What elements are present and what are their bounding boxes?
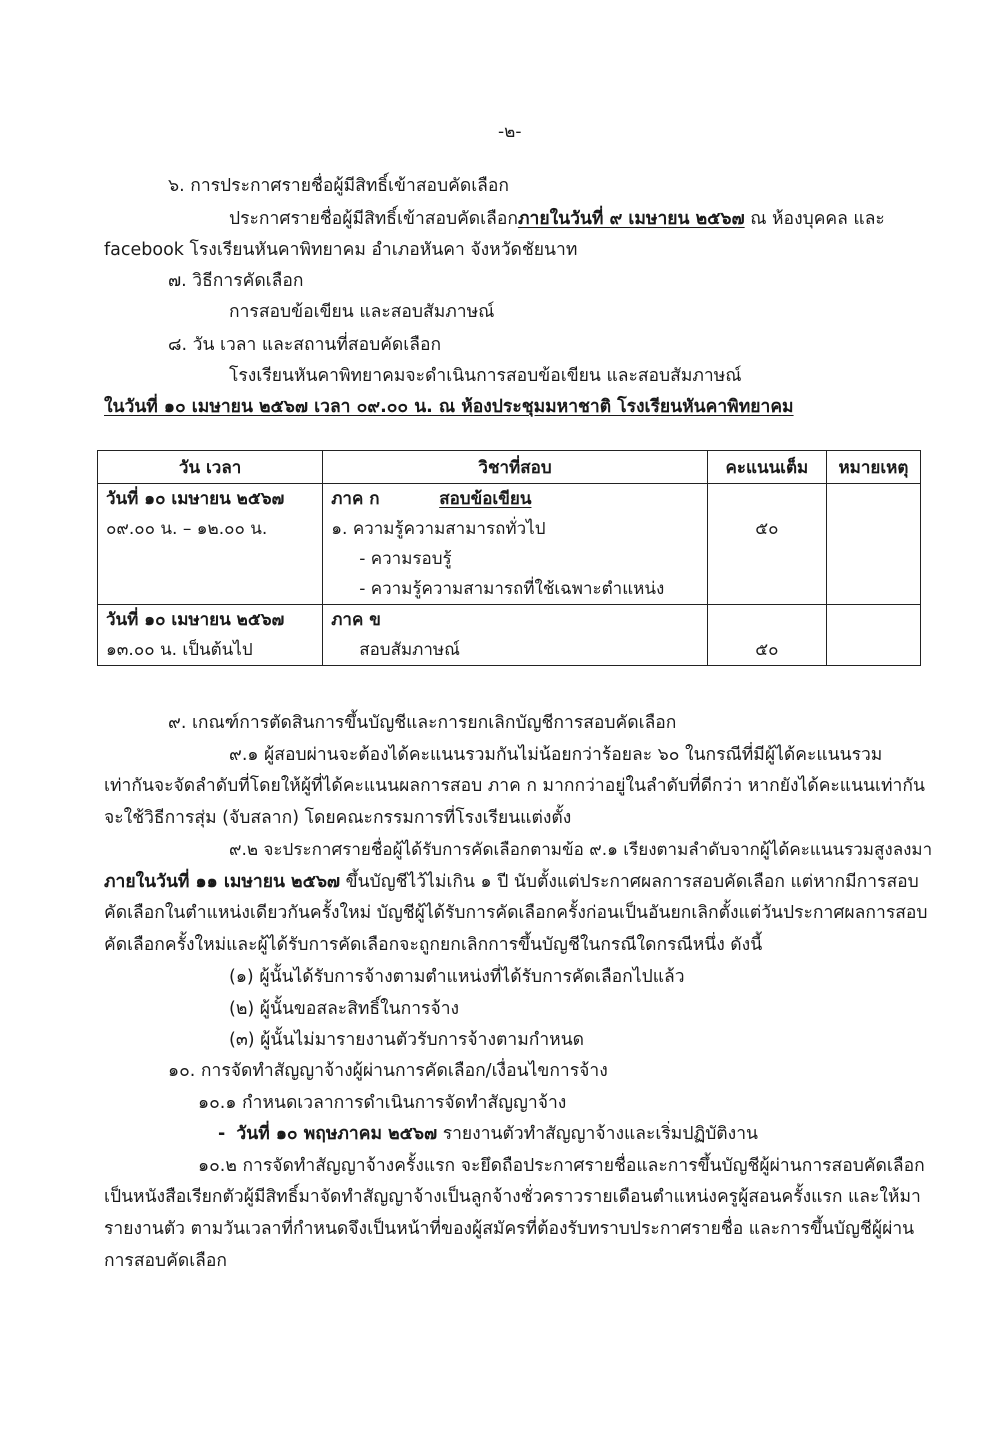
row1-datetime-cell [98, 484, 323, 605]
row1-date: วันที่ ๑๐ เมษายน ๒๕๖๗ [106, 489, 285, 509]
row2-date: วันที่ ๑๐ เมษายน ๒๕๖๗ [106, 610, 285, 630]
row2-remark-cell [826, 605, 920, 666]
section-6-text: ประกาศรายชื่อผู้มีสิทธิ์เข้าสอบคัดเลือก [229, 209, 518, 229]
list-item: (๒) ผู้นั้นขอสละสิทธิ์ในการจ้าง [229, 999, 460, 1019]
row2-score: ๕๐ [755, 640, 779, 660]
section-8-heading: ๘. วัน เวลา และสถานที่สอบคัดเลือก [168, 335, 442, 355]
row1-item: ๑. ความรู้ความสามารถทั่วไป [331, 519, 546, 539]
row2-time: ๑๓.๐๐ น. เป็นต้นไป [106, 640, 253, 660]
section-6-heading: ๖. การประกาศรายชื่อผู้มีสิทธิ์เข้าสอบคัดเลือก [168, 176, 510, 196]
section-9-heading: ๙. เกณฑ์การตัดสินการขึ้นบัญชีและการยกเลิกบัญชีการสอบคัดเลือก [168, 713, 677, 733]
section-9-1-line-3: จะใช้วิธีการสุ่ม (จับสลาก) โดยคณะกรรมการที่โรงเรียนแต่งตั้ง [104, 808, 572, 828]
section-10-2-line-3: รายงานตัว ตามวันเวลาที่กำหนดจึงเป็นหน้าที่ของผู้สมัครที่ต้องรับทราบประกาศรายชื่อ และการขึ้นบัญชีผู้ผ่าน [104, 1219, 915, 1239]
row1-score-cell [707, 484, 826, 605]
section-9-1-line-1: ๙.๑ ผู้สอบผ่านจะต้องได้คะแนนรวมกันไม่น้อยกว่าร้อยละ ๖๐ ในกรณีที่มีผู้ได้คะแนนรวม [229, 745, 883, 765]
row1-part-title: สอบข้อเขียน [439, 489, 532, 509]
row1-time: ๐๙.๐๐ น. – ๑๒.๐๐ น. [106, 519, 268, 539]
section-9-2-line-2 [104, 870, 919, 894]
row1-subject-cell [323, 484, 708, 605]
contract-date: วันที่ ๑๐ พฤษภาคม ๒๕๖๗ [236, 1124, 438, 1144]
dash: - [218, 1124, 226, 1144]
section-9-2-line-4: คัดเลือกครั้งใหม่และผู้ได้รับการคัดเลือกจะถูกยกเลิกการขึ้นบัญชีในกรณีใดกรณีหนึ่ง ดังนี้ [104, 935, 763, 955]
announce-date: ภายในวันที่ ๙ เมษายน ๒๕๖๗ [517, 209, 745, 229]
contract-date-text: รายงานตัวทำสัญญาจ้างและเริ่มปฏิบัติงาน [437, 1124, 758, 1144]
row1-remark-cell [826, 484, 920, 605]
row1-sub-2: - ความรู้ความสามารถที่ใช้เฉพาะตำแหน่ง [359, 579, 665, 599]
row1-sub-1: - ความรอบรู้ [359, 549, 452, 569]
section-8-body: โรงเรียนหันคาพิทยาคมจะดำเนินการสอบข้อเขียน และสอบสัมภาษณ์ [229, 366, 742, 386]
row2-datetime-cell [98, 605, 323, 666]
header-datetime: วัน เวลา [98, 451, 323, 484]
list-item: (๑) ผู้นั้นได้รับการจ้างตามตำแหน่งที่ได้รับการคัดเลือกไปแล้ว [229, 967, 685, 987]
header-full-score: คะแนนเต็ม [707, 451, 826, 484]
table-header-row [98, 451, 921, 484]
exam-date-location: ในวันที่ ๑๐ เมษายน ๒๕๖๗ เวลา ๐๙.๐๐ น. ณ ห้องประชุมมหาชาติ โรงเรียนหันคาพิทยาคม [104, 397, 794, 417]
section-9-1-line-2: เท่ากันจะจัดลำดับที่โดยให้ผู้ที่ได้คะแนนผลการสอบ ภาค ก มากกว่าอยู่ในลำดับที่ดีกว่า หากยังได้คะแนนเท่ากัน [104, 776, 925, 796]
section-6-line-2: facebook โรงเรียนหันคาพิทยาคม อำเภอหันคา จังหวัดชัยนาท [104, 240, 578, 260]
section-9-2-text: ขึ้นบัญชีไว้ไม่เกิน ๑ ปี นับตั้งแต่ประกาศผลการสอบคัดเลือก แต่หากมีการสอบ [340, 872, 919, 892]
exam-schedule-table [97, 450, 921, 666]
result-date: ภายในวันที่ ๑๑ เมษายน ๒๕๖๗ [104, 872, 341, 892]
table-row [98, 484, 921, 605]
section-6-location: ณ ห้องบุคคล และ [744, 209, 885, 229]
section-10-1: ๑๐.๑ กำหนดเวลาการดำเนินการจัดทำสัญญาจ้าง [198, 1093, 567, 1113]
section-10-heading: ๑๐. การจัดทำสัญญาจ้างผู้ผ่านการคัดเลือก/เงื่อนไขการจ้าง [168, 1061, 608, 1081]
header-remark: หมายเหตุ [826, 451, 920, 484]
section-6-line-1 [229, 207, 885, 231]
table-row [98, 605, 921, 666]
page-number: -๒- [498, 122, 522, 142]
row2-part: ภาค ข [331, 610, 381, 630]
section-7-body: การสอบข้อเขียน และสอบสัมภาษณ์ [229, 302, 495, 322]
header-subject: วิชาที่สอบ [323, 451, 708, 484]
section-9-2-line-3: คัดเลือกในตำแหน่งเดียวกันครั้งใหม่ บัญชีผู้ได้รับการคัดเลือกครั้งก่อนเป็นอันยกเลิกตั้งแต่วันประกาศผลการสอบ [104, 903, 928, 923]
row2-score-cell [707, 605, 826, 666]
section-9-2-line-1: ๙.๒ จะประกาศรายชื่อผู้ได้รับการคัดเลือกตามข้อ ๙.๑ เรียงตามลำดับจากผู้ได้คะแนนรวมสูงลงมา [229, 840, 933, 860]
section-7-heading: ๗. วิธีการคัดเลือก [168, 271, 304, 291]
section-10-2-line-1: ๑๐.๒ การจัดทำสัญญาจ้างครั้งแรก จะยึดถือประกาศรายชื่อและการขึ้นบัญชีผู้ผ่านการสอบคัดเลือก [198, 1156, 925, 1176]
row1-score: ๕๐ [755, 519, 779, 539]
row2-subject-cell [323, 605, 708, 666]
section-10-2-line-4: การสอบคัดเลือก [104, 1251, 228, 1271]
section-10-2-line-2: เป็นหนังสือเรียกตัวผู้มีสิทธิ์มาจัดทำสัญญาจ้างเป็นลูกจ้างชั่วคราวรายเดือนตำแหน่งครูผู้สอนครั้งแรก และให้มา [104, 1187, 921, 1207]
section-10-1-date-line [218, 1122, 758, 1146]
row1-part: ภาค ก [331, 489, 380, 509]
row2-item: สอบสัมภาษณ์ [359, 640, 460, 660]
list-item: (๓) ผู้นั้นไม่มารายงานตัวรับการจ้างตามกำหนด [229, 1030, 585, 1050]
